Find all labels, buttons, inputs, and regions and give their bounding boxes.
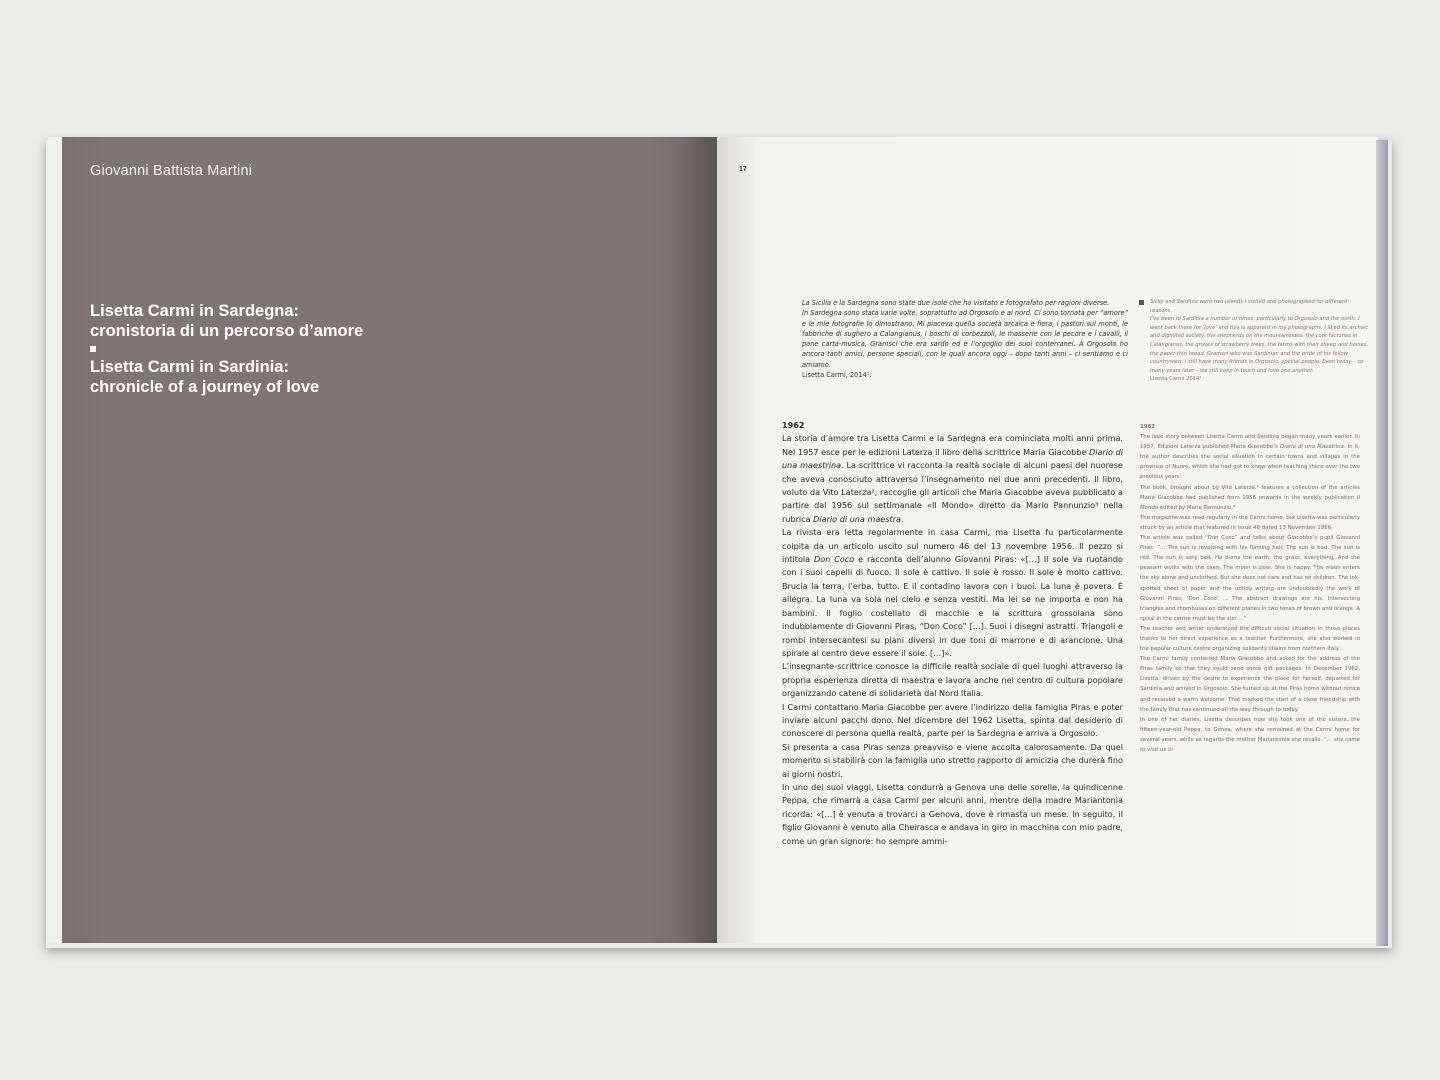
epigraph-en-p2: I’ve been to Sardinia a number of times, particularly to Orgosolo and the north. I went back there for ‘love’ and this is apparent in my photographs. I liked its archaic and dignified society, the shepherds on the mountainsides, the cork factories in Calangianus, the groves of strawberry trees, the farms with their sheep and horses, the paper-thin bread, Gramsci who was Sardinian and the pride of his fellow countrymen. I still have many friends in Orgosolo, special people. Even today – so many years later – we still keep in touch and love one another. xyxy=(1150,316,1369,374)
left-page-gutter-shadow xyxy=(677,137,717,943)
publication-title: Il Mondo xyxy=(1140,494,1360,511)
column-title: Diario di una maestra xyxy=(813,513,901,524)
title-it-line2: cronistoria di un percorso d’amore xyxy=(90,321,364,340)
right-page xyxy=(717,137,1378,943)
text-run: La rivista era letta regolarmente in casa Carmi, ma Lisetta fu particolarmente colpita da un articolo uscito sul numero 46 del 13 novembre 1956. Il pezzo si intitola xyxy=(782,527,1123,565)
section-year: 1962 xyxy=(1140,424,1156,430)
text-run: edited by Mario Pannunzio.³ xyxy=(1158,504,1235,511)
epigraph-italian xyxy=(802,298,1128,380)
text-run: The book, brought about by Vito Laterza,² features a collection of the articles Maria Giacobbe had published from 1956 onwards in the weekly publication xyxy=(1140,484,1360,501)
text-run: . In it, the author describes the social situation in certain towns and villages in the province of Nuoro, which she had got to know when teaching there over the two previous years. xyxy=(1140,444,1361,481)
chapter-title xyxy=(90,302,363,397)
title-it-line1: Lisetta Carmi in Sardegna: xyxy=(90,302,300,320)
author-name: Giovanni Battista Martini xyxy=(90,163,253,179)
text-run: e racconta dell’alunno Giovanni Piras: «[…] Il sole va ruotando con i suoi capelli di fuoco. Il sole è cattivo. Il sole è rosso. Il sole è molto cattivo. Brucia la terra, l’erba, tutto. E il contadino lavora con i buoi. La luna è povera. È allegra. La luna va sola nel cielo e senza vestiti. Ma lei se ne importa e non ha bambini. Il foglio costellato di macchie e la scrittura grossolana sono indubbiamente di Giovanni Piras, “Don Coco” […]. Suoi i disegni astratti. Triangoli e rombi intersecantesi su piani diversi in due toni di marrone e di arancione. Una spirale al centro deve essere il sole. […]». xyxy=(782,554,1123,658)
paragraph xyxy=(782,526,1123,660)
article-title: Don Coco xyxy=(814,554,855,565)
text-run: The love story between Lisetta Carmi and Sardinia began many years earlier. In 1957, Edizioni Laterza published Maria Giacobbe’s xyxy=(1140,434,1360,451)
epigraph-en-author: Lisetta Carmi 2014¹ xyxy=(1150,376,1202,383)
paragraph: The teacher and writer understood the difficult social situation in those places thanks to her direct experience as a teacher. Furthermore, she also worked in the popular culture centre organizing solidarity chains from northern Italy. xyxy=(1140,625,1360,653)
paragraph xyxy=(1140,715,1360,755)
right-page-stack-edge xyxy=(1376,140,1388,946)
body-text-english xyxy=(1140,422,1360,755)
paragraph: The magazine was read regularly in the Carmi home, but Lisetta was particularly struck by an article that featured in issue 46 dated 13 November 1956. xyxy=(1140,514,1360,531)
epigraph-it-p2: In Sardegna sono stata varie volte, soprattutto ad Orgosolo e al nord. Ci sono tornata per “amore” e le mie fotografie lo dimostrano. Mi piaceva quella società arcaica e fiera, i pastori sui monti, le fabbriche di sughero a Calangianus, i boschi di corbezzoli, le masserie con le pecore e i cavalli, il pane carta-musica, Gramsci che era sardo ed è l’orgoglio dei suoi conterranei. A Orgosolo ho ancora tanti amici, persone speciali, con le quali ancora oggi – dopo tanti anni – ci sentiamo e ci amiamo. xyxy=(802,309,1128,369)
epigraph-it-author: Lisetta Carmi, 2014¹. xyxy=(802,371,872,380)
page-number: 17 xyxy=(739,166,747,173)
text-run: La storia d’amore tra Lisetta Carmi e la Sardegna era cominciata molti anni prima. Nel 1957 esce per le edizioni Laterza il libro della scrittrice Maria Giacobbe xyxy=(782,433,1123,457)
epigraph-it-p1: La Sicilia e la Sardegna sono state due isole che ho visitato e fotografato per ragioni diverse. xyxy=(802,299,1110,307)
paragraph: The article was called “Don Coco” and talks about Giacobbe’s pupil Giovanni Piras: “… The sun is revolving with his flaming hair. The sun is bad. The sun is red. The sun is very bad. He burns the earth, the grass, everything. And the peasant works with the oxen. The moon is poor. She is happy. The moon enters the sky alone and unclothed. But she does not care and has no children. The ink-spotted sheet of paper and the untidy writing are undoubtedly the work of Giovanni Piras, ‘Don Coco’ … The abstract drawings are his. Intersecting triangles and rhombuses on different planes in two tones of brown and orange. A spiral in the centre must be the sun …” xyxy=(1140,535,1360,622)
text-run: . xyxy=(900,513,904,524)
text-run: . La scrittrice vi racconta la realtà sociale di alcuni paesi del nuorese che aveva conosciuto attraverso l’insegnamento nei due anni precedenti. Il libro, voluto da Vito Laterza², raccoglie gli articoli che Maria Giacobbe aveva pubblicato a partire dal 1956 sul settimanale «Il Mondo» diretto da Mario Pannunzio³ nella rubrica xyxy=(782,460,1123,524)
text-run: In one of her diaries, Lisetta describes how she took one of the sisters, the fifteen-year-old Peppa, to Genoa, where she remained at the Carmi home for several years, while as regards the mother Mariantonia she recalls: “ xyxy=(1140,716,1360,743)
paragraph: I Carmi contattano Maria Giacobbe per avere l’indirizzo della famiglia Piras e poter inviare alcuni pacchi dono. Nel dicembre del 1962 Lisetta, spinta dal desiderio di conoscere di persona quella realtà, parte per la Sardegna e arriva a Orgosolo. xyxy=(782,701,1123,739)
quote-run: … she came to visit us in xyxy=(1140,736,1360,753)
title-en-line1: Lisetta Carmi in Sardinia: xyxy=(90,358,289,376)
left-page xyxy=(48,137,717,943)
paragraph: In uno dei suoi viaggi, Lisetta condurrà a Genova una delle sorelle, la quindicenne Peppa, che rimarrà a casa Carmi per alcuni anni, mentre della madre Mariantonia ricorda: «[…] è venuta a trovarci a Genova, dove è rimasta un mese. In seguito, il figlio Giovanni è venuto alla Cheirasca e andava in giro in macchina con mio padre, come un gran signore: ho sempre ammi- xyxy=(782,781,1123,846)
paragraph: The Carmi family contacted Maria Giacobbe and asked for the address of the Piras family so that they could send some gift packages. In December 1962, Lisetta, driven by the desire to experience the place for herself, departed for Sardinia and arrived in Orgosolo. She turned up at the Piras home without notice and received a warm welcome. That marked the start of a close friendship with the family that has continued all the way through to today. xyxy=(1140,656,1360,713)
square-bullet-icon xyxy=(90,346,96,352)
paragraph xyxy=(1140,483,1360,513)
paragraph xyxy=(782,432,1123,526)
paragraph: L’insegnante-scrittrice conosce la difficile realtà sociale di quei luoghi attraverso la propria esperienza diretta di maestra e lavora anche nel centro di cultura popolare organizzando catene di solidarietà dal Nord Italia. xyxy=(782,661,1123,699)
book-title: Diario di una maestrina xyxy=(782,446,1123,471)
epigraph-en-p1: Sicily and Sardinia were two islands I visited and photographed for different reasons. xyxy=(1150,299,1348,314)
left-page-edge xyxy=(48,137,62,943)
paragraph xyxy=(1140,432,1360,482)
body-text-italian xyxy=(782,419,1123,848)
square-bullet-icon xyxy=(1139,300,1144,305)
paragraph: Si presenta a casa Piras senza preavviso e viene accolta calorosamente. Da quel momento si stabilirà con la famiglia uno stretto rapporto di amicizia che durerà fino ai giorni nostri. xyxy=(782,741,1123,779)
book-title: Diario di una Maestrina xyxy=(1279,444,1344,451)
title-en-line2: chronicle of a journey of love xyxy=(90,377,320,396)
epigraph-english xyxy=(1150,298,1370,384)
section-year: 1962 xyxy=(782,420,805,430)
